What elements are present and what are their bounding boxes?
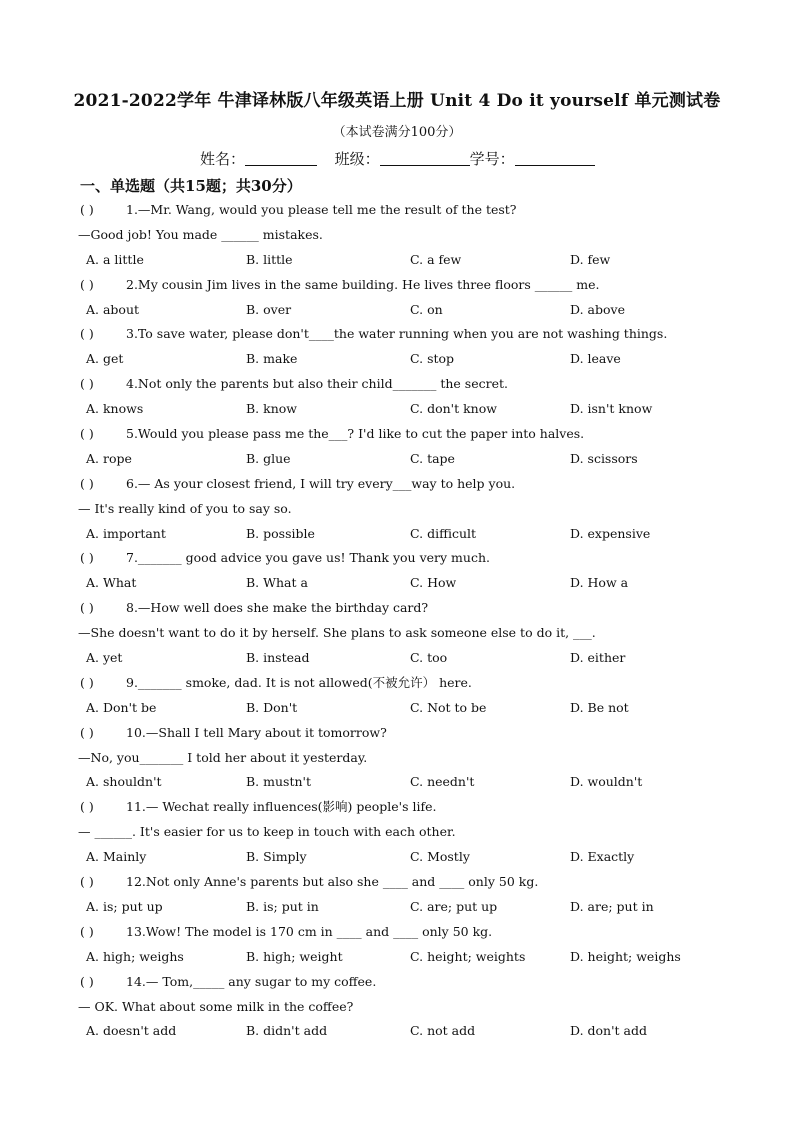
option-row xyxy=(0,571,794,596)
option-row xyxy=(0,447,794,472)
question-text: —No, you_______ I told her about it yesterday. xyxy=(78,749,368,765)
class-label: 班级： xyxy=(334,150,380,168)
option-a[interactable]: A. high; weighs xyxy=(86,948,184,964)
option-a[interactable]: A. knows xyxy=(86,401,144,417)
option-c[interactable]: C. on xyxy=(410,301,443,317)
option-b[interactable]: B. Simply xyxy=(246,849,307,865)
option-c[interactable]: C. Mostly xyxy=(410,849,470,865)
option-b[interactable]: B. little xyxy=(246,251,293,267)
option-row xyxy=(0,696,794,721)
number-blank[interactable] xyxy=(515,151,595,166)
option-a[interactable]: A. doesn't add xyxy=(86,1023,177,1039)
option-a[interactable]: A. get xyxy=(86,351,124,367)
option-a[interactable]: A. Don't be xyxy=(86,699,157,715)
question-text: 8.—How well does she make the birthday card? xyxy=(126,600,429,616)
question-stem xyxy=(0,422,794,447)
answer-bracket[interactable]: ( ) xyxy=(80,475,94,491)
question-text: —Good job! You made ______ mistakes. xyxy=(78,226,323,242)
option-c[interactable]: C. don't know xyxy=(410,401,497,417)
question-stem xyxy=(0,920,794,945)
question-text: — It's really kind of you to say so. xyxy=(78,500,292,516)
option-b[interactable]: B. glue xyxy=(246,450,291,466)
option-d[interactable]: D. height; weighs xyxy=(570,948,681,964)
option-a[interactable]: A. shouldn't xyxy=(86,774,162,790)
question-stem xyxy=(0,721,794,746)
option-d[interactable]: D. scissors xyxy=(570,450,638,466)
option-row xyxy=(0,770,794,795)
answer-bracket[interactable]: ( ) xyxy=(80,326,94,342)
option-d[interactable]: D. few xyxy=(570,251,611,267)
score-note: （本试卷满分100分） xyxy=(332,125,462,140)
option-row xyxy=(0,895,794,920)
question-stem xyxy=(0,372,794,397)
option-d[interactable]: D. Be not xyxy=(570,699,629,715)
question-stem xyxy=(0,870,794,895)
question-dialogue-line xyxy=(0,746,794,771)
answer-bracket[interactable]: ( ) xyxy=(80,550,94,566)
option-row xyxy=(0,397,794,422)
option-d[interactable]: D. isn't know xyxy=(570,401,653,417)
question-text: —She doesn't want to do it by herself. She plans to ask someone else to do it, ___. xyxy=(78,625,596,641)
number-label: 学号： xyxy=(469,150,515,168)
option-a[interactable]: A. about xyxy=(86,301,140,317)
option-c[interactable]: C. height; weights xyxy=(410,948,526,964)
name-blank[interactable] xyxy=(245,151,317,166)
question-stem xyxy=(0,472,794,497)
option-d[interactable]: D. wouldn't xyxy=(570,774,643,790)
question-dialogue-line xyxy=(0,820,794,845)
option-d[interactable]: D. above xyxy=(570,301,625,317)
answer-bracket[interactable]: ( ) xyxy=(80,923,94,939)
question-dialogue-line xyxy=(0,995,794,1020)
option-d[interactable]: D. don't add xyxy=(570,1023,647,1039)
option-row xyxy=(0,347,794,372)
option-c[interactable]: C. tape xyxy=(410,450,455,466)
class-blank[interactable] xyxy=(380,151,470,166)
answer-bracket[interactable]: ( ) xyxy=(80,600,94,616)
option-row xyxy=(0,522,794,547)
option-c[interactable]: C. too xyxy=(410,650,448,666)
option-c[interactable]: C. stop xyxy=(410,351,455,367)
option-b[interactable]: B. What a xyxy=(246,575,308,591)
section-title: 一、单选题（共15题；共30分） xyxy=(80,177,302,195)
question-text: 14.— Tom,_____ any sugar to my coffee. xyxy=(126,973,377,989)
option-d[interactable]: D. expensive xyxy=(570,525,651,541)
question-text: 12.Not only Anne's parents but also she ____ and ____ only 50 kg. xyxy=(126,874,539,890)
question-text: 1.—Mr. Wang, would you please tell me the result of the test? xyxy=(126,202,517,217)
option-b[interactable]: B. over xyxy=(246,301,292,317)
question-stem xyxy=(0,322,794,347)
option-b[interactable]: B. didn't add xyxy=(246,1023,328,1039)
option-b[interactable]: B. possible xyxy=(246,525,315,541)
option-a[interactable]: A. a little xyxy=(86,251,144,267)
option-row xyxy=(0,298,794,323)
answer-bracket[interactable]: ( ) xyxy=(80,874,94,890)
option-a[interactable]: A. Mainly xyxy=(86,849,147,865)
option-c[interactable]: C. Not to be xyxy=(410,699,487,715)
option-d[interactable]: D. are; put in xyxy=(570,898,654,914)
question-stem xyxy=(0,273,794,298)
option-d[interactable]: D. Exactly xyxy=(570,849,635,865)
option-d[interactable]: D. How a xyxy=(570,575,629,591)
option-b[interactable]: B. know xyxy=(246,401,297,417)
option-a[interactable]: A. yet xyxy=(86,650,123,666)
question-text: 10.—Shall I tell Mary about it tomorrow? xyxy=(126,724,387,740)
option-b[interactable]: B. Don't xyxy=(246,699,298,715)
answer-bracket[interactable]: ( ) xyxy=(80,202,94,217)
option-a[interactable]: A. rope xyxy=(86,450,132,466)
answer-bracket[interactable]: ( ) xyxy=(80,276,94,292)
question-text: — OK. What about some milk in the coffee? xyxy=(78,998,354,1014)
question-text: 13.Wow! The model is 170 cm in ____ and ____ only 50 kg. xyxy=(126,923,493,939)
question-text: 6.— As your closest friend, I will try every___way to help you. xyxy=(126,475,516,491)
option-c[interactable]: C. are; put up xyxy=(410,898,498,914)
option-b[interactable]: B. instead xyxy=(246,650,310,666)
option-b[interactable]: B. is; put in xyxy=(246,898,319,914)
answer-bracket[interactable]: ( ) xyxy=(80,426,94,442)
question-dialogue-line xyxy=(0,497,794,522)
option-b[interactable]: B. high; weight xyxy=(246,948,343,964)
option-d[interactable]: D. either xyxy=(570,650,626,666)
option-row xyxy=(0,1019,794,1044)
option-c[interactable]: C. a few xyxy=(410,251,462,267)
answer-bracket[interactable]: ( ) xyxy=(80,376,94,392)
option-b[interactable]: B. make xyxy=(246,351,298,367)
option-a[interactable]: A. is; put up xyxy=(86,898,163,914)
question-text: 5.Would you please pass me the___? I'd like to cut the paper into halves. xyxy=(126,426,585,442)
name-label: 姓名： xyxy=(200,150,246,168)
question-list xyxy=(0,198,794,1044)
question-text: 2.My cousin Jim lives in the same building. He lives three floors ______ me. xyxy=(126,276,600,292)
question-stem xyxy=(0,596,794,621)
option-row xyxy=(0,248,794,273)
option-row xyxy=(0,945,794,970)
option-b[interactable]: B. mustn't xyxy=(246,774,311,790)
question-stem xyxy=(0,970,794,995)
question-dialogue-line xyxy=(0,621,794,646)
option-c[interactable]: C. needn't xyxy=(410,774,475,790)
question-dialogue-line xyxy=(0,223,794,248)
option-c[interactable]: C. not add xyxy=(410,1023,476,1039)
question-stem xyxy=(0,198,794,223)
question-stem xyxy=(0,546,794,571)
answer-bracket[interactable]: ( ) xyxy=(80,724,94,740)
question-text: 7._______ good advice you gave us! Thank you very much. xyxy=(126,550,490,566)
question-text: 9._______ smoke, dad. It is not allowed(不被允许） here. xyxy=(126,674,472,690)
question-stem xyxy=(0,671,794,696)
option-row xyxy=(0,646,794,671)
option-row xyxy=(0,845,794,870)
answer-bracket[interactable]: ( ) xyxy=(80,674,94,690)
question-text: — ______. It's easier for us to keep in touch with each other. xyxy=(78,824,456,840)
option-d[interactable]: D. leave xyxy=(570,351,621,367)
question-text: 3.To save water, please don't____the water running when you are not washing things. xyxy=(126,326,668,342)
option-c[interactable]: C. difficult xyxy=(410,525,477,541)
student-info xyxy=(200,148,595,169)
question-stem xyxy=(0,795,794,820)
option-c[interactable]: C. How xyxy=(410,575,457,591)
option-a[interactable]: A. What xyxy=(86,575,137,591)
answer-bracket[interactable]: ( ) xyxy=(80,799,94,815)
question-text: 4.Not only the parents but also their child_______ the secret. xyxy=(126,376,508,392)
answer-bracket[interactable]: ( ) xyxy=(80,973,94,989)
page-title: 2021-2022学年 牛津译林版八年级英语上册 Unit 4 Do it yourself 单元测试卷 xyxy=(73,91,721,111)
option-a[interactable]: A. important xyxy=(86,525,166,541)
question-text: 11.— Wechat really influences(影响) people's life. xyxy=(126,799,437,815)
